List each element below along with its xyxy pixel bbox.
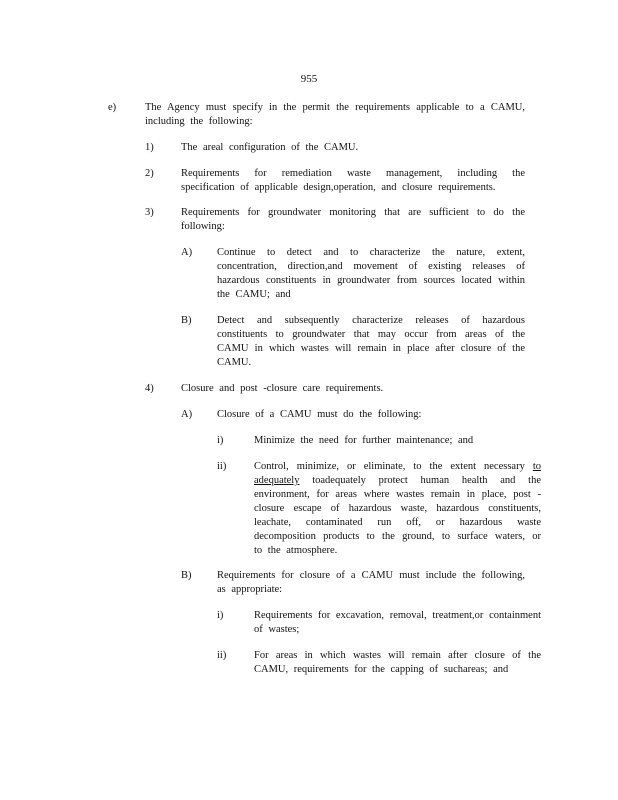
- item-text: For areas in which wastes will remain after closure of the CAMU, requirements for the capping of suchareas; and: [254, 650, 541, 675]
- item-label: B): [181, 570, 192, 581]
- item-text: Detect and subsequently characterize releases of hazardous constituents to groundwater that may occur from areas of the CAMU in which wastes will remain in place after closure of the CAMU.: [217, 315, 525, 368]
- item-label: i): [217, 610, 224, 621]
- item-text: Requirements for remediation waste management, including the specification of applicable design,operation, and closure requirements.: [181, 168, 525, 193]
- inserted-text: to adequately: [254, 461, 541, 486]
- item-label: 1): [145, 142, 154, 153]
- item-label: A): [181, 247, 193, 258]
- item-text: The Agency must specify in the permit the requirements applicable to a CAMU, including the following:: [145, 102, 525, 127]
- item-text: Requirements for closure of a CAMU must include the following, as appropriate:: [217, 570, 525, 595]
- item-text: Minimize the need for further maintenance; and: [254, 435, 474, 446]
- item-label: 3): [145, 207, 154, 218]
- item-text: Continue to detect and to characterize the nature, extent, concentration, direction,and movement of existing releases of hazardous constituents in groundwater from sources located within the CAMU; and: [217, 247, 525, 300]
- item-label: e): [108, 102, 117, 113]
- item-label: A): [181, 409, 193, 420]
- item-text: Requirements for excavation, removal, treatment,or containment of wastes;: [254, 610, 541, 635]
- item-text: The areal configuration of the CAMU.: [181, 142, 359, 153]
- item-text: Closure and post -closure care requirements.: [181, 383, 384, 394]
- item-label: 2): [145, 168, 154, 179]
- page-number: 955: [300, 73, 318, 85]
- item-text: Requirements for groundwater monitoring that are sufficient to do the following:: [181, 207, 525, 232]
- text-after: toadequately protect human health and the environment, for areas where wastes remain in place, post -closure escape of hazardous waste, hazardous constituents, leachate, contaminated run off, or hazardous waste decomposition products to the ground, to surface waters, or to the atmosphere.: [254, 475, 541, 556]
- item-label: i): [217, 435, 224, 446]
- item-text: [254, 460, 541, 558]
- item-label: 4): [145, 383, 154, 394]
- item-text: Closure of a CAMU must do the following:: [217, 409, 422, 420]
- text-before: Control, minimize, or eliminate, to the extent necessary: [254, 461, 533, 472]
- item-label: ii): [217, 461, 227, 472]
- item-label: B): [181, 315, 192, 326]
- item-label: ii): [217, 650, 227, 661]
